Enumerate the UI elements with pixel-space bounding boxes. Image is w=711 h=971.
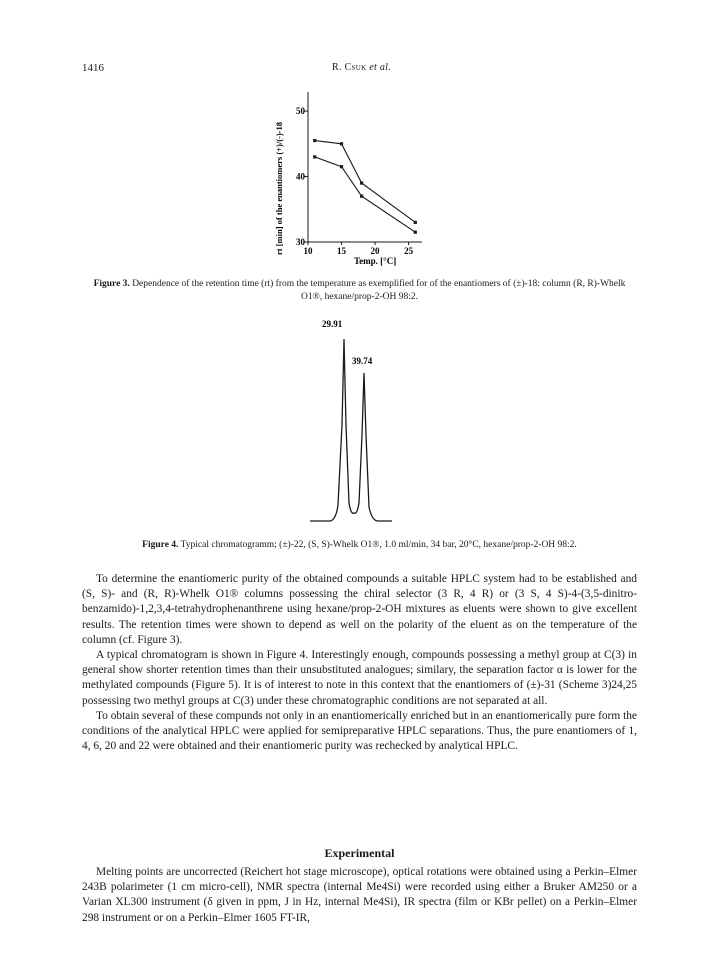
running-head: [332, 62, 391, 73]
x-tick-label: 20: [370, 246, 380, 256]
series-2-point: [313, 155, 316, 158]
figure-3-xlabel: Temp. [°C]: [354, 256, 397, 266]
figure-3-series: [313, 139, 417, 234]
section-heading-experimental: Experimental: [324, 846, 395, 860]
series-2-point: [340, 165, 343, 168]
figure-4-chromatogram: [300, 315, 430, 530]
running-head-authors: R. Csuk: [332, 62, 367, 73]
x-tick-label: 25: [404, 246, 414, 256]
figure-3-axes: [308, 92, 422, 242]
peak-1-label: 29.91: [322, 319, 343, 329]
peak-2-label: 39.74: [352, 356, 373, 366]
figure-3-caption-label: Figure 3.: [93, 279, 130, 289]
paragraph-3: To obtain several of these compunds not only in an enantiomerically enriched but in an enantiomerically pure form the conditions of the analytical HPLC were applied for semipreparative HPLC separations. Thus, the pure enantiomers of 1, 4, 6, 20 and 22 were obtained and their enantiomeric purity was rechecked by analytical HPLC.: [82, 709, 637, 753]
y-tick-label: 40: [296, 171, 305, 182]
figure-3-x-ticks: [304, 242, 414, 256]
running-head-etal: et al.: [366, 62, 392, 73]
series-1-point: [340, 142, 343, 145]
figure-3: [270, 80, 450, 285]
y-tick-label: 30: [296, 237, 305, 247]
experimental-text: [82, 865, 637, 926]
y-tick-label: 50: [296, 106, 305, 117]
figure-3-y-ticks: [296, 106, 308, 247]
figure-4: [300, 315, 430, 530]
series-1-point: [414, 221, 417, 224]
series-2-point: [414, 231, 417, 234]
page-number: 1416: [82, 62, 104, 74]
series-1-point: [313, 139, 316, 142]
experimental-paragraph-1: Melting points are uncorrected (Reichert hot stage microscope), optical rotations were obtained using a Perkin–Elmer 243B polarimeter (1 cm micro-cell), NMR spectra (internal Me4Si) were recorded using either a Bruker AM250 or a Varian XL300 instrument (δ given in ppm, J in Hz, internal Me4Si), IR spectra (film or KBr pellet) on a Perkin–Elmer 298 instrument or on a Perkin–Elmer 1605 FT-IR,: [82, 866, 637, 924]
figure-4-caption: [82, 540, 637, 550]
series-1-point: [360, 181, 363, 184]
series-2-point: [360, 195, 363, 198]
figure-3-caption: [82, 278, 637, 304]
series-1-line: [315, 141, 416, 223]
figure-3-ylabel: rt [min] of the enantiomers (+)/(-)-18: [274, 121, 284, 255]
figure-3-chart: [270, 80, 450, 285]
body-text: [82, 572, 637, 754]
x-tick-label: 10: [303, 246, 313, 256]
paragraph-1: To determine the enantiomeric purity of the obtained compounds a suitable HPLC system had to be established and (S, S)- and (R, R)-Whelk O1® columns possessing the chiral selector (3 R, 4 R) or (3 S, 4 S)-4-(3,5-dinitro-benzamido)-1,2,3,4-tetrahydrophenanthrene using hexane/prop-2-OH mixtures as eluents were shown to give excellent results. The retention times were shown to depend as well on the polarity of the eluent as on the temperature of the column (cf. Figure 3).: [82, 573, 637, 646]
figure-4-caption-label: Figure 4.: [142, 540, 179, 550]
figure-3-caption-text: Dependence of the retention time (rt) from the temperature as exemplified for of the enantiomers of (±)-18: column (R, R)-Whelk O1®, hexane/prop-2-OH 98:2.: [132, 279, 626, 302]
x-tick-label: 15: [337, 246, 347, 256]
paragraph-2: A typical chromatogram is shown in Figure 4. Interestingly enough, compounds possessing a methyl group at C(3) in general show shorter retention times than their unsubstituted analogues; similary, the separation factor α is lower for the methylated compounds (Figure 5). It is of interest to note in this context that the enantiomers of (±)-31 (Scheme 3)24,25 possessing two methyl groups at C(3) under these chromatographic conditions are not separated at all.: [82, 649, 637, 707]
series-2-line: [315, 157, 416, 232]
figure-4-caption-text: Typical chromatogramm; (±)-22, (S, S)-Whelk O1®, 1.0 ml/min, 34 bar, 20°C, hexane/prop-2-OH 98:2.: [180, 540, 577, 550]
chromatogram-trace: [310, 339, 392, 521]
